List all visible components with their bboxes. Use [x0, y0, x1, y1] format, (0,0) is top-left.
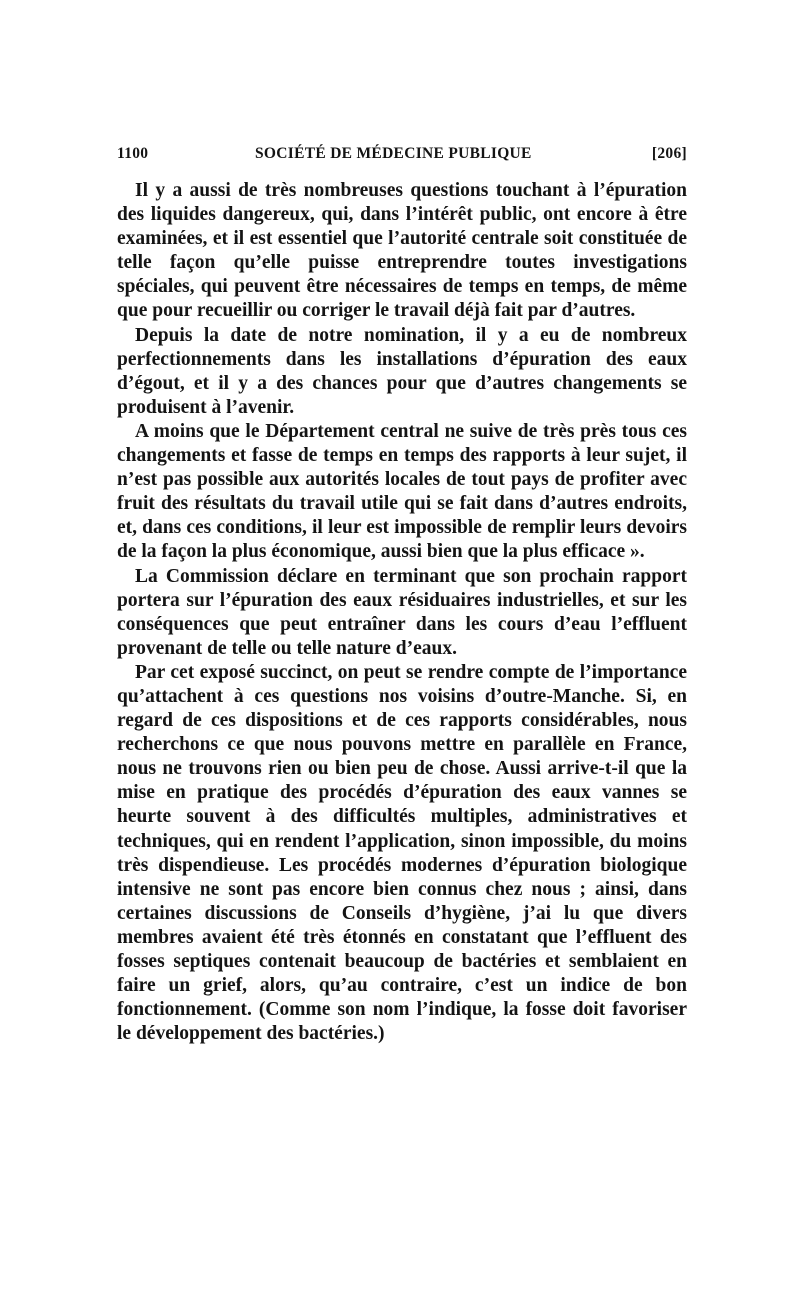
- running-head: [117, 145, 687, 169]
- page-number: 1100: [117, 145, 149, 162]
- paragraph: A moins que le Département central ne suive de très près tous ces changements et fasse de temps en temps des rapports à leur sujet, il n’est pas possible aux autorités locales de tout pays de profiter avec fruit des résultats du travail utile qui se fait dans d’autres endroits, et, dans ces conditions, il leur est impossible de remplir leurs devoirs de la façon la plus économique, aussi bien que la plus efficace ».: [117, 420, 687, 563]
- body-text: [117, 179, 687, 1046]
- original-page-number: [206]: [651, 145, 687, 162]
- paragraph: Il y a aussi de très nombreuses questions touchant à l’épuration des liquides dangereux, qui, dans l’intérêt public, ont encore à être examinées, et il est essentiel que l’autorité centrale soit constituée de telle façon qu’elle puisse entreprendre toutes investigations spéciales, qui peuvent être nécessaires de temps en temps, de même que pour recueillir ou corriger le travail déjà fait par d’autres.: [117, 180, 687, 322]
- running-title: SOCIÉTÉ DE MÉDECINE PUBLIQUE: [255, 145, 532, 162]
- book-page: [117, 145, 687, 1046]
- paragraph: Par cet exposé succinct, on peut se rendre compte de l’importance qu’attachent à ces questions nos voisins d’outre-Manche. Si, en regard de ces dispositions et de ces rapports considérables, nous recherchons ce que nous pouvons mettre en parallèle en France, nous ne trouvons rien ou bien peu de chose. Aussi arrive-t-il que la mise en pratique des procédés d’épuration des eaux vannes se heurte souvent à des difficultés multiples, administratives et techniques, qui en rendent l’application, sinon impossible, du moins très dispendieuse. Les procédés modernes d’épuration biologique intensive ne sont pas encore bien connus chez nous ; ainsi, dans certaines discussions de Conseils d’hygiène, j’ai lu que divers membres avaient été très étonnés en constatant que l’effluent des fosses septiques contenait beaucoup de bactéries et semblaient en faire un grief, alors, qu’au contraire, c’est un indice de bon fonctionnement. (Comme son nom l’indique, la fosse doit favoriser le développement des bactéries.): [117, 661, 687, 1045]
- paragraph: La Commission déclare en terminant que son prochain rapport portera sur l’épuration des eaux résiduaires industrielles, et sur les conséquences que peut entraîner dans les cours d’eau l’effluent provenant de telle ou telle nature d’eaux.: [117, 565, 687, 659]
- paragraph: Depuis la date de notre nomination, il y a eu de nombreux perfectionnements dans les installations d’épuration des eaux d’égout, et il y a des chances pour que d’autres changements se produisent à l’avenir.: [117, 324, 687, 418]
